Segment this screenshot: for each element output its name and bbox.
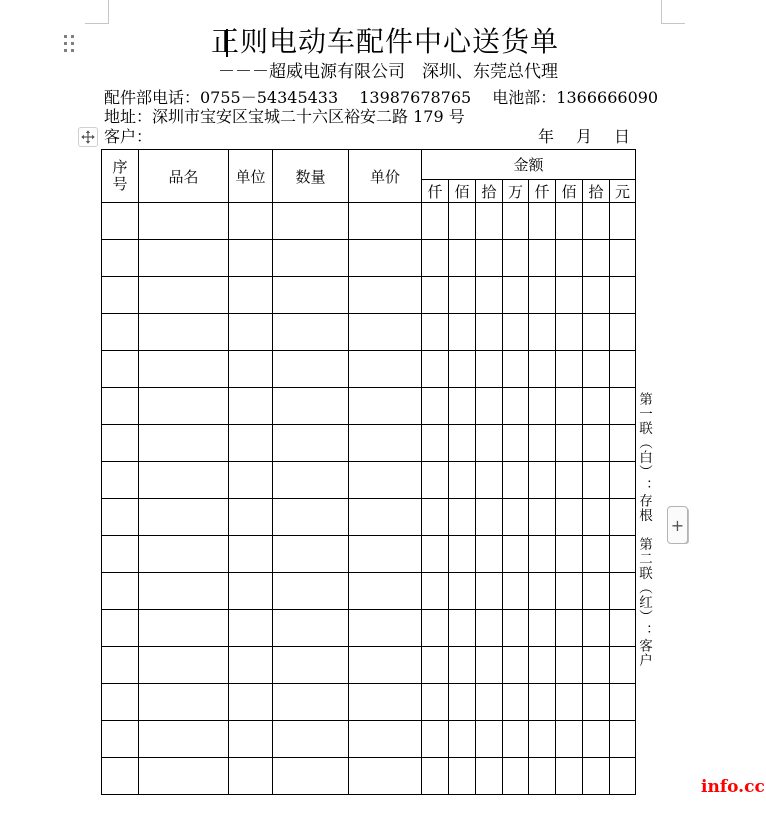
table-cell[interactable] bbox=[273, 240, 349, 277]
table-cell[interactable] bbox=[102, 721, 139, 758]
table-cell[interactable] bbox=[273, 499, 349, 536]
digit-header-bai1[interactable]: 佰 bbox=[449, 180, 476, 203]
digit-header-wan[interactable]: 万 bbox=[503, 180, 529, 203]
table-cell[interactable] bbox=[229, 721, 273, 758]
table-cell[interactable] bbox=[583, 462, 610, 499]
table-cell[interactable] bbox=[139, 351, 229, 388]
table-cell[interactable] bbox=[556, 425, 583, 462]
table-cell[interactable] bbox=[583, 314, 610, 351]
table-cell[interactable] bbox=[349, 610, 422, 647]
table-cell[interactable] bbox=[449, 610, 476, 647]
table-cell[interactable] bbox=[449, 647, 476, 684]
table-cell[interactable] bbox=[556, 388, 583, 425]
delivery-table bbox=[101, 149, 636, 795]
table-cell[interactable] bbox=[583, 758, 610, 795]
table-cell[interactable] bbox=[610, 536, 636, 573]
table-cell[interactable] bbox=[503, 240, 529, 277]
table-cell[interactable] bbox=[449, 721, 476, 758]
table-cell[interactable] bbox=[503, 388, 529, 425]
table-cell[interactable] bbox=[503, 536, 529, 573]
table-cell[interactable] bbox=[610, 351, 636, 388]
table-cell[interactable] bbox=[503, 684, 529, 721]
digit-header-qian1[interactable]: 仟 bbox=[422, 180, 449, 203]
table-cell[interactable] bbox=[503, 277, 529, 314]
table-cell[interactable] bbox=[583, 573, 610, 610]
table-cell[interactable] bbox=[503, 647, 529, 684]
table-cell[interactable] bbox=[102, 388, 139, 425]
table-cell[interactable] bbox=[529, 203, 556, 240]
table-cell[interactable] bbox=[139, 203, 229, 240]
table-cell[interactable] bbox=[273, 351, 349, 388]
table-cell[interactable] bbox=[229, 388, 273, 425]
table-cell[interactable] bbox=[610, 647, 636, 684]
table-cell[interactable] bbox=[503, 351, 529, 388]
table-cell[interactable] bbox=[503, 721, 529, 758]
table-cell[interactable] bbox=[422, 277, 449, 314]
table-cell[interactable] bbox=[229, 647, 273, 684]
table-row bbox=[102, 610, 636, 647]
table-row bbox=[102, 499, 636, 536]
table-cell[interactable] bbox=[583, 499, 610, 536]
table-cell[interactable] bbox=[349, 203, 422, 240]
table-cell[interactable] bbox=[556, 203, 583, 240]
margin-crop-mark-top-right bbox=[661, 0, 685, 24]
address-line[interactable]: 地址：深圳市宝安区宝城二十六区裕安二路 179 号 bbox=[104, 107, 465, 126]
table-cell[interactable] bbox=[476, 240, 503, 277]
table-cell[interactable] bbox=[556, 462, 583, 499]
table-cell[interactable] bbox=[273, 462, 349, 499]
table-cell[interactable] bbox=[476, 277, 503, 314]
table-cell[interactable] bbox=[503, 499, 529, 536]
digit-header-shi2[interactable]: 拾 bbox=[583, 180, 610, 203]
table-cell[interactable] bbox=[422, 758, 449, 795]
table-cell[interactable] bbox=[139, 647, 229, 684]
table-cell[interactable] bbox=[102, 203, 139, 240]
table-cell[interactable] bbox=[583, 647, 610, 684]
col-header-seq[interactable]: 序号 bbox=[102, 150, 139, 203]
table-cell[interactable] bbox=[610, 610, 636, 647]
table-cell[interactable] bbox=[503, 203, 529, 240]
table-cell[interactable] bbox=[349, 647, 422, 684]
table-cell[interactable] bbox=[102, 314, 139, 351]
table-cell[interactable] bbox=[529, 536, 556, 573]
table-cell[interactable] bbox=[556, 684, 583, 721]
table-cell[interactable] bbox=[583, 388, 610, 425]
table-cell[interactable] bbox=[449, 425, 476, 462]
table-cell[interactable] bbox=[449, 462, 476, 499]
table-cell[interactable] bbox=[529, 425, 556, 462]
table-cell[interactable] bbox=[529, 462, 556, 499]
table-cell[interactable] bbox=[273, 277, 349, 314]
table-cell[interactable] bbox=[273, 314, 349, 351]
table-cell[interactable] bbox=[273, 758, 349, 795]
table-cell[interactable] bbox=[422, 240, 449, 277]
table-cell[interactable] bbox=[583, 203, 610, 240]
table-cell[interactable] bbox=[556, 536, 583, 573]
table-cell[interactable] bbox=[610, 240, 636, 277]
table-cell[interactable] bbox=[610, 758, 636, 795]
table-cell[interactable] bbox=[422, 647, 449, 684]
table-cell[interactable] bbox=[139, 462, 229, 499]
table-cell[interactable] bbox=[102, 277, 139, 314]
table-cell[interactable] bbox=[229, 203, 273, 240]
table-cell[interactable] bbox=[556, 351, 583, 388]
table-cell[interactable] bbox=[529, 277, 556, 314]
company-subtitle[interactable]: －－－超威电源有限公司 深圳、东莞总代理 bbox=[218, 62, 558, 82]
table-row bbox=[102, 240, 636, 277]
table-cell[interactable] bbox=[583, 240, 610, 277]
table-cell[interactable] bbox=[583, 610, 610, 647]
plus-icon: + bbox=[670, 515, 685, 535]
table-cell[interactable] bbox=[229, 277, 273, 314]
table-cell[interactable] bbox=[449, 573, 476, 610]
table-cell[interactable] bbox=[229, 536, 273, 573]
table-cell[interactable] bbox=[476, 610, 503, 647]
copy-note-vertical: 第一联（白）：存根 第二联（红）：客户 bbox=[636, 392, 652, 668]
table-cell[interactable] bbox=[422, 388, 449, 425]
table-cell[interactable] bbox=[139, 758, 229, 795]
table-cell[interactable] bbox=[449, 240, 476, 277]
table-cell[interactable] bbox=[102, 240, 139, 277]
table-cell[interactable] bbox=[139, 536, 229, 573]
table-cell[interactable] bbox=[102, 425, 139, 462]
digit-header-qian2[interactable]: 仟 bbox=[529, 180, 556, 203]
table-row bbox=[102, 388, 636, 425]
table-cell[interactable] bbox=[273, 610, 349, 647]
table-cell[interactable] bbox=[422, 425, 449, 462]
table-cell[interactable] bbox=[529, 240, 556, 277]
table-cell[interactable] bbox=[476, 314, 503, 351]
table-row bbox=[102, 647, 636, 684]
table-cell[interactable] bbox=[476, 388, 503, 425]
table-cell[interactable] bbox=[422, 684, 449, 721]
table-cell[interactable] bbox=[529, 684, 556, 721]
table-cell[interactable] bbox=[610, 721, 636, 758]
table-cell[interactable] bbox=[102, 499, 139, 536]
table-cell[interactable] bbox=[349, 388, 422, 425]
digit-header-bai2[interactable]: 佰 bbox=[556, 180, 583, 203]
table-cell[interactable] bbox=[610, 388, 636, 425]
table-row bbox=[102, 203, 636, 240]
table-cell[interactable] bbox=[503, 425, 529, 462]
col-header-qty[interactable]: 数量 bbox=[273, 150, 349, 203]
table-cell[interactable] bbox=[556, 758, 583, 795]
col-header-price[interactable]: 单价 bbox=[349, 150, 422, 203]
table-cell[interactable] bbox=[139, 388, 229, 425]
table-cell[interactable] bbox=[529, 758, 556, 795]
table-cell[interactable] bbox=[476, 203, 503, 240]
table-cell[interactable] bbox=[229, 758, 273, 795]
table-cell[interactable] bbox=[229, 684, 273, 721]
table-cell[interactable] bbox=[556, 721, 583, 758]
table-cell[interactable] bbox=[583, 351, 610, 388]
table-cell[interactable] bbox=[449, 277, 476, 314]
table-cell[interactable] bbox=[102, 758, 139, 795]
table-row bbox=[102, 314, 636, 351]
table-cell[interactable] bbox=[102, 684, 139, 721]
table-cell[interactable] bbox=[422, 203, 449, 240]
table-cell[interactable] bbox=[610, 425, 636, 462]
table-cell[interactable] bbox=[102, 610, 139, 647]
table-cell[interactable] bbox=[422, 499, 449, 536]
table-cell[interactable] bbox=[529, 721, 556, 758]
table-cell[interactable] bbox=[139, 314, 229, 351]
table-cell[interactable] bbox=[273, 203, 349, 240]
table-cell[interactable] bbox=[273, 388, 349, 425]
table-cell[interactable] bbox=[102, 351, 139, 388]
table-cell[interactable] bbox=[503, 462, 529, 499]
table-cell[interactable] bbox=[503, 573, 529, 610]
table-cell[interactable] bbox=[529, 647, 556, 684]
document-title[interactable]: 正则电动车配件中心送货单 bbox=[210, 25, 559, 58]
table-cell[interactable] bbox=[139, 277, 229, 314]
table-cell[interactable] bbox=[476, 684, 503, 721]
table-cell[interactable] bbox=[610, 684, 636, 721]
table-cell[interactable] bbox=[476, 499, 503, 536]
table-cell[interactable] bbox=[503, 610, 529, 647]
table-cell[interactable] bbox=[102, 536, 139, 573]
table-cell[interactable] bbox=[476, 351, 503, 388]
expand-plus-button[interactable] bbox=[667, 506, 688, 544]
table-row bbox=[102, 684, 636, 721]
table-cell[interactable] bbox=[529, 351, 556, 388]
table-cell[interactable] bbox=[610, 573, 636, 610]
delivery-table-body bbox=[102, 203, 636, 795]
table-cell[interactable] bbox=[422, 536, 449, 573]
table-cell[interactable] bbox=[529, 314, 556, 351]
table-cell[interactable] bbox=[349, 462, 422, 499]
table-cell[interactable] bbox=[229, 462, 273, 499]
digit-header-yuan[interactable]: 元 bbox=[610, 180, 636, 203]
table-cell[interactable] bbox=[273, 425, 349, 462]
table-cell[interactable] bbox=[583, 721, 610, 758]
phone-line[interactable]: 配件部电话：0755－54345433 13987678765 电池部：1366666090 bbox=[104, 88, 659, 107]
table-cell[interactable] bbox=[139, 721, 229, 758]
table-cell[interactable] bbox=[583, 425, 610, 462]
table-cell[interactable] bbox=[349, 536, 422, 573]
col-header-name[interactable]: 品名 bbox=[139, 150, 229, 203]
table-cell[interactable] bbox=[556, 610, 583, 647]
table-row bbox=[102, 758, 636, 795]
table-cell[interactable] bbox=[610, 203, 636, 240]
table-cell[interactable] bbox=[422, 721, 449, 758]
table-cell[interactable] bbox=[229, 240, 273, 277]
table-cell[interactable] bbox=[349, 758, 422, 795]
table-cell[interactable] bbox=[273, 721, 349, 758]
table-cell[interactable] bbox=[349, 721, 422, 758]
table-cell[interactable] bbox=[229, 314, 273, 351]
table-cell[interactable] bbox=[529, 573, 556, 610]
table-cell[interactable] bbox=[449, 351, 476, 388]
table-row bbox=[102, 351, 636, 388]
table-cell[interactable] bbox=[139, 240, 229, 277]
table-row bbox=[102, 277, 636, 314]
table-cell[interactable] bbox=[610, 314, 636, 351]
table-cell[interactable] bbox=[349, 240, 422, 277]
table-cell[interactable] bbox=[422, 314, 449, 351]
table-row bbox=[102, 462, 636, 499]
table-cell[interactable] bbox=[229, 351, 273, 388]
table-cell[interactable] bbox=[102, 573, 139, 610]
table-cell[interactable] bbox=[349, 314, 422, 351]
table-cell[interactable] bbox=[449, 758, 476, 795]
table-cell[interactable] bbox=[610, 499, 636, 536]
table-cell[interactable] bbox=[503, 314, 529, 351]
table-cell[interactable] bbox=[556, 314, 583, 351]
table-cell[interactable] bbox=[349, 684, 422, 721]
table-cell[interactable] bbox=[422, 573, 449, 610]
table-cell[interactable] bbox=[349, 499, 422, 536]
table-cell[interactable] bbox=[476, 536, 503, 573]
table-cell[interactable] bbox=[476, 425, 503, 462]
digit-header-shi1[interactable]: 拾 bbox=[476, 180, 503, 203]
table-cell[interactable] bbox=[476, 758, 503, 795]
customer-label[interactable]: 客户： bbox=[104, 127, 153, 146]
table-cell[interactable] bbox=[273, 684, 349, 721]
watermark-text: info.cc bbox=[701, 777, 765, 797]
table-cell[interactable] bbox=[449, 203, 476, 240]
table-cell[interactable] bbox=[422, 610, 449, 647]
table-cell[interactable] bbox=[349, 425, 422, 462]
table-cell[interactable] bbox=[476, 573, 503, 610]
col-header-amount[interactable]: 金额 bbox=[422, 150, 636, 180]
table-cell[interactable] bbox=[556, 499, 583, 536]
table-cell[interactable] bbox=[476, 462, 503, 499]
table-cell[interactable] bbox=[610, 462, 636, 499]
table-cell[interactable] bbox=[229, 425, 273, 462]
table-cell[interactable] bbox=[583, 536, 610, 573]
table-cell[interactable] bbox=[583, 684, 610, 721]
table-cell[interactable] bbox=[139, 684, 229, 721]
table-cell[interactable] bbox=[349, 573, 422, 610]
table-cell[interactable] bbox=[529, 610, 556, 647]
table-cell[interactable] bbox=[610, 277, 636, 314]
table-cell[interactable] bbox=[422, 351, 449, 388]
table-row bbox=[102, 721, 636, 758]
table-cell[interactable] bbox=[139, 499, 229, 536]
table-row bbox=[102, 425, 636, 462]
table-cell[interactable] bbox=[556, 277, 583, 314]
table-cell[interactable] bbox=[449, 388, 476, 425]
four-arrows-icon bbox=[81, 130, 95, 144]
table-cell[interactable] bbox=[476, 721, 503, 758]
table-cell[interactable] bbox=[102, 647, 139, 684]
table-cell[interactable] bbox=[583, 277, 610, 314]
table-cell[interactable] bbox=[273, 536, 349, 573]
table-row bbox=[102, 536, 636, 573]
table-cell[interactable] bbox=[476, 647, 503, 684]
table-cell[interactable] bbox=[139, 425, 229, 462]
table-cell[interactable] bbox=[556, 240, 583, 277]
table-cell[interactable] bbox=[422, 462, 449, 499]
table-cell[interactable] bbox=[556, 647, 583, 684]
table-cell[interactable] bbox=[139, 610, 229, 647]
date-fields[interactable]: 年 月 日 bbox=[537, 127, 633, 146]
table-cell[interactable] bbox=[229, 499, 273, 536]
table-cell[interactable] bbox=[449, 499, 476, 536]
table-cell[interactable] bbox=[529, 499, 556, 536]
table-cell[interactable] bbox=[556, 573, 583, 610]
table-move-handle[interactable] bbox=[78, 127, 98, 147]
table-cell[interactable] bbox=[449, 536, 476, 573]
table-cell[interactable] bbox=[449, 684, 476, 721]
table-cell[interactable] bbox=[273, 647, 349, 684]
table-cell[interactable] bbox=[229, 610, 273, 647]
table-row bbox=[102, 573, 636, 610]
table-cell[interactable] bbox=[349, 351, 422, 388]
table-cell[interactable] bbox=[503, 758, 529, 795]
table-cell[interactable] bbox=[529, 388, 556, 425]
table-cell[interactable] bbox=[273, 573, 349, 610]
margin-crop-mark-top-left bbox=[85, 0, 109, 24]
table-cell[interactable] bbox=[229, 573, 273, 610]
table-cell[interactable] bbox=[349, 277, 422, 314]
table-cell[interactable] bbox=[449, 314, 476, 351]
table-cell[interactable] bbox=[139, 573, 229, 610]
col-header-unit[interactable]: 单位 bbox=[229, 150, 273, 203]
table-cell[interactable] bbox=[102, 462, 139, 499]
